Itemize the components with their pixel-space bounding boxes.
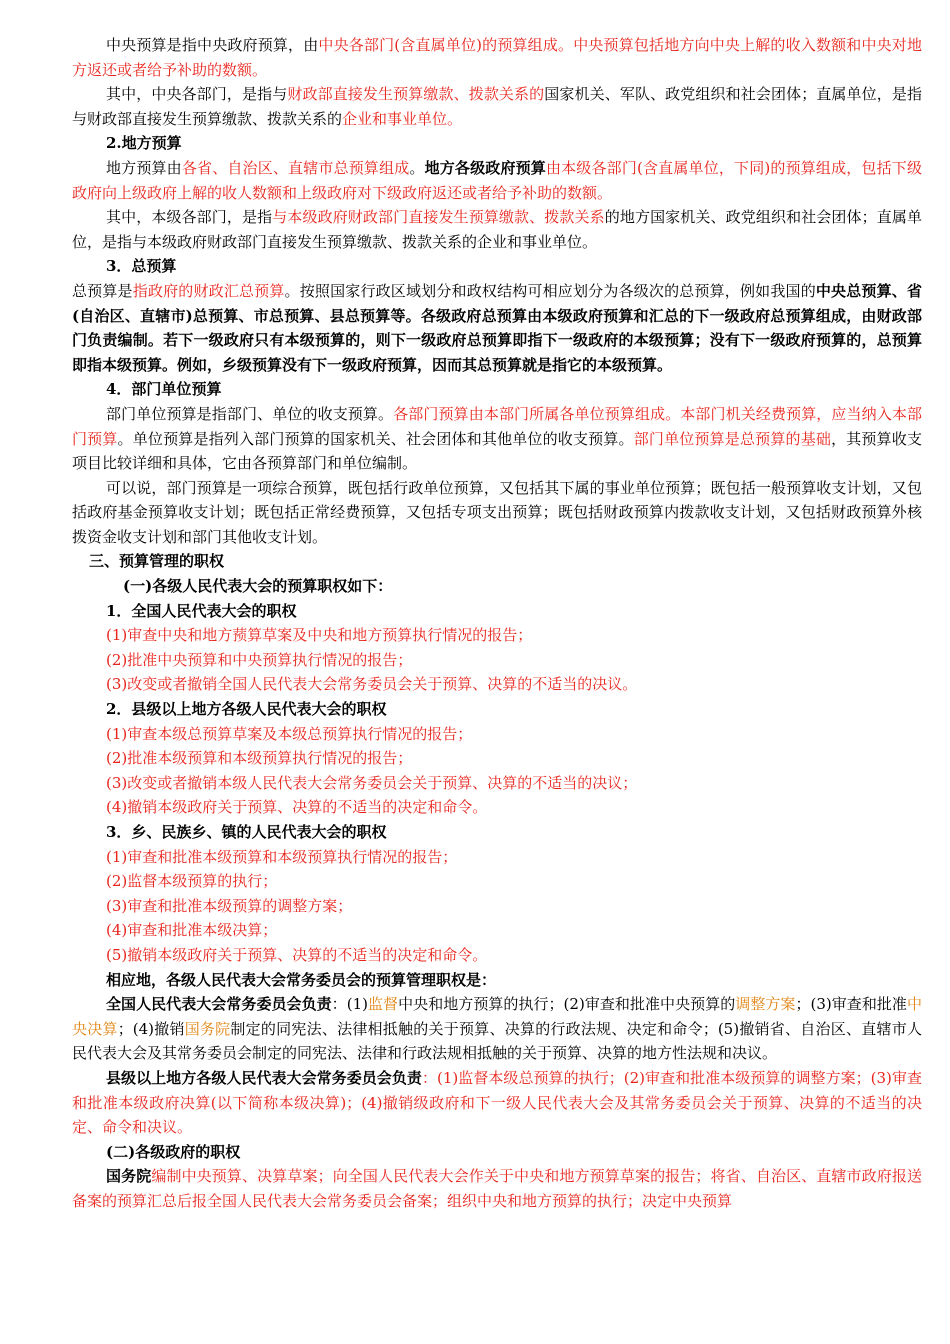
npc-standing-committee-paragraph: 全国人民代表大会常务委员会负责：(1)监督中央和地方预算的执行；(2)审查和批准中央预算的调整方案；(3)审查和批准中央决算；(4)撤销国务院制定的同宪法、法律相抵触的关于预算、决算的行政法规、决定和命令；(5)撤销省、自治区、直辖市人民代表大会及其常务委员会制定的同宪法、法律和行政法规相抵触的关于预算、决算的地方性法规和决议。 xyxy=(72,995,922,1063)
list-item: (2)监督本级预算的执行； xyxy=(106,872,278,891)
list-item: (3)改变或者撤销本级人民代表大会常务委员会关于预算、决算的不适当的决议； xyxy=(106,773,638,792)
local-budget-paragraph: 地方预算由各省、自治区、直辖市总预算组成。地方各级政府预算由本级各部门(含直属单位，下同)的预算组成，包括下级政府向上级政府上解的收人数额和上级政府对下级政府返还或者给予补助的数额。 xyxy=(72,158,922,202)
government-authority-subheading: (二)各级政府的职权 xyxy=(106,1142,241,1161)
central-budget-paragraph: 中央预算是指中央政府预算，由中央各部门(含直属单位)的预算组成。中央预算包括地方向中央上解的收入数额和中央对地方返还或者给予补助的数额。 xyxy=(72,36,922,79)
list-item: (4)审查和批准本级决算； xyxy=(106,921,278,940)
local-standing-committee-paragraph: 县级以上地方各级人民代表大会常务委员会负责：(1)监督本级总预算的执行；(2)审查和批准本级预算的调整方案；(3)审查和批准本级政府决算(以下简称本级决算)；(4)撤销级政府和下一级人民代表大会及其常务委员会关于预算、决算的不适当的决定、命令和决议。 xyxy=(72,1068,922,1137)
department-budget-summary: 可以说，部门预算是一项综合预算，既包括行政单位预算，又包括其下属的事业单位预算；既包括一般预算收支计划，又包括政府基金预算收支计划；既包括正常经费预算，又包括专项支出预算；既包括财政预算内拨款收支计划，又包括财政预算外核拨资金收支计划和部门其他收支计划。 xyxy=(72,478,922,546)
list-item: (3)审查和批准本级预算的调整方案； xyxy=(106,896,353,915)
budget-authority-heading: 三、预算管理的职权 xyxy=(89,552,225,571)
township-npc-heading: 3．乡、民族乡、镇的人民代表大会的职权 xyxy=(106,823,387,841)
national-npc-heading: 1．全国人民代表大会的职权 xyxy=(106,601,297,620)
list-item: (4)撤销本级政府关于预算、决算的不适当的决定和命令。 xyxy=(106,798,488,817)
list-item: (1)审查本级总预算草案及本级总预算执行情况的报告； xyxy=(106,724,473,743)
general-budget-heading: 3．总预算 xyxy=(106,257,177,276)
county-npc-heading: 2．县级以上地方各级人民代表大会的职权 xyxy=(106,700,387,719)
list-item: (5)撤销本级政府关于预算、决算的不适当的决定和命令。 xyxy=(106,945,488,964)
list-item: (2)批准中央预算和中央预算执行情况的报告； xyxy=(106,650,413,669)
list-item: (2)批准本级预算和本级预算执行情况的报告； xyxy=(106,749,413,768)
central-departments-paragraph: 其中，中央各部门，是指与财政部直接发生预算缴款、拨款关系的国家机关、军队、政党组织和社会团体；直属单位，是指与财政部直接发生预算缴款、拨款关系的企业和事业单位。 xyxy=(72,85,922,128)
local-budget-heading: 2.地方预算 xyxy=(106,134,182,153)
standing-committee-intro: 相应地，各级人民代表大会常务委员会的预算管理职权是： xyxy=(106,970,497,989)
list-item: (1)审查中央和地方蓣算草案及中央和地方预算执行情况的报告； xyxy=(106,626,533,645)
local-departments-paragraph: 其中，本级各部门，是指与本级政府财政部门直接发生预算缴款、拨款关系的地方国家机关、政党组织和社会团体；直属单位，是指与本级政府财政部门直接发生预算缴款、拨款关系的企业和事业单位。 xyxy=(72,208,922,251)
department-budget-heading: 4．部门单位预算 xyxy=(106,380,222,399)
general-budget-paragraph: 总预算是指政府的财政汇总预算。按照国家行政区域划分和政权结构可相应划分为各级次的总预算，例如我国的中央总预算、省(自治区、直辖市)总预算、市总预算、县总预算等。各级政府总预算由本级政府预算和汇总的下一级政府总预算组成，由财政部门负责编制。若下一级政府只有本级预算的，则下一级政府总预算即指下一级政府的本级预算；没有下一级政府预算的，总预算即指本级预算。例如，乡级预算没有下一级政府预算，因而其总预算就是指它的本级预算。 xyxy=(72,281,922,374)
department-budget-paragraph: 部门单位预算是指部门、单位的收支预算。各部门预算由本部门所属各单位预算组成。本部门机关经费预算，应当纳入本部门预算。单位预算是指列入部门预算的国家机关、社会团体和其他单位的收支预算。部门单位预算是总预算的基础，其预算收支项目比较详细和具体，它由各预算部门和单位编制。 xyxy=(72,404,922,473)
npc-authority-subheading: (一)各级人民代表大会的预算职权如下： xyxy=(123,577,393,596)
list-item: (3)改变或者撤销全国人民代表大会常务委员会关于预算、决算的不适当的决议。 xyxy=(106,675,638,694)
list-item: (1)审查和批准本级预算和本级预算执行情况的报告； xyxy=(106,847,458,866)
state-council-paragraph: 国务院编制中央预算、决算草案；向全国人民代表大会作关于中央和地方预算草案的报告；将省、自治区、直辖市政府报送备案的预算汇总后报全国人民代表大会常务委员会备案；组织中央和地方预算的执行；决定中央预算 xyxy=(72,1167,922,1210)
